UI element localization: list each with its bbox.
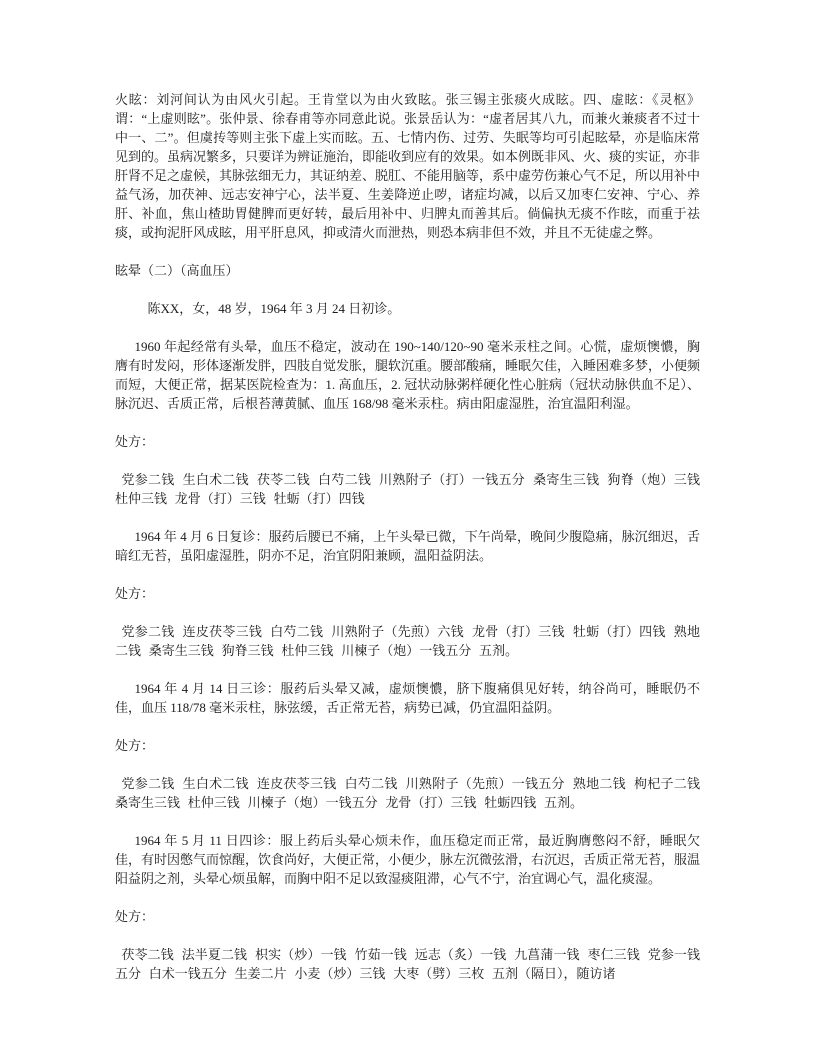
prescription-label-3: 处方：: [115, 738, 155, 753]
section-heading: 眩晕（二）（高血压）: [115, 263, 239, 278]
prescription-1: 党参二钱 生白术二钱 茯苓二钱 白芍二钱 川熟附子（打）一钱五分 桑寄生三钱 狗脊（炮）三钱 杜仲三钱 龙骨（打）三钱 牡蛎（打）四钱: [115, 472, 700, 506]
prescription-label-4: 处方：: [115, 909, 155, 924]
patient-intro: 陈XX，女，48 岁，1964 年 3 月 24 日初诊。: [147, 301, 401, 316]
third-visit-note: 1964 年 4 月 14 日三诊：服药后头晕又减，虚烦懊憹，脐下腹痛俱见好转，纳谷尚可，睡眠仍不佳，血压 118/78 毫米汞柱，脉弦缓，舌正常无苔，病势已减，仍宜温阳益阴。: [115, 681, 700, 715]
prescription-label-2: 处方：: [115, 586, 155, 601]
prescription-2: 党参二钱 连皮茯苓三钱 白芍二钱 川熟附子（先煎）六钱 龙骨（打）三钱 牡蛎（打）四钱 熟地二钱 桑寄生三钱 狗脊三钱 杜仲三钱 川楝子（炮）一钱五分 五剂。: [115, 624, 700, 658]
prescription-4: 茯苓二钱 法半夏二钱 枳实（炒）一钱 竹茹一钱 远志（炙）一钱 九菖蒲一钱 枣仁三钱 党参一钱五分 白术一钱五分 生姜二片 小麦（炒）三钱 大枣（劈）三枚 五剂（隔日），随访诸: [115, 947, 700, 981]
second-visit-note: 1964 年 4 月 6 日复诊：服药后腰已不痛，上午头晕已微，下午尚晕，晚间少腹隐痛，脉沉细迟，舌暗红无苔，虽阳虚湿胜，阴亦不足，治宜阴阳兼顾，温阳益阴法。: [115, 529, 700, 563]
fourth-visit-note: 1964 年 5 月 11 日四诊：服上药后头晕心烦未作，血压稳定而正常，最近胸膺憋闷不舒，睡眠欠佳，有时因憋气而惊醒，饮食尚好，大便正常，小便少，脉左沉微弦滑，右沉迟，舌质正常无苔，服温阳益阴之剂，头晕心烦虽解，而胸中阳不足以致湿痰阻滞，心气不宁，治宜调心气，温化痰湿。: [115, 833, 701, 886]
discussion-paragraph: 火眩：刘河间认为由风火引起。王肯堂以为由火致眩。张三锡主张痰火成眩。四、虚眩：《灵枢》谓：“上虚则眩”。张仲景、徐春甫等亦同意此说。张景岳认为：“虚者居其八九，而兼火兼痰者不过十中一、二”。但虞抟等则主张下虚上实而眩。五、七情内伤、过劳、失眠等均可引起眩晕，亦是临床常见到的。虽病况繁多，只要详为辨证施治，即能收到应有的效果。如本例既非风、火、痰的实证，亦非肝肾不足之虚候，其脉弦细无力，其证纳差、脱肛、不能用脑等，系中虚劳伤兼心气不足，所以用补中益气汤，加茯神、远志安神宁心，法半夏、生姜降逆止哕，诸症均减，以后又加枣仁安神、宁心、养肝、补血，焦山楂助胃健脾而更好转，最后用补中、归脾丸而善其后。倘偏执无痰不作眩，而重于祛痰，或拘泥肝风成眩，用平肝息风，抑或清火而泄热，则恐本病非但不效，并且不无徒虚之弊。: [115, 92, 701, 240]
prescription-3: 党参二钱 生白术二钱 连皮茯苓三钱 白芍二钱 川熟附子（先煎）一钱五分 熟地二钱 枸杞子二钱 桑寄生三钱 杜仲三钱 川楝子（炮）一钱五分 龙骨（打）三钱 牡蛎四钱 五剂。: [115, 776, 700, 810]
prescription-label-1: 处方：: [115, 434, 155, 449]
initial-visit-note: 1960 年起经常有头晕，血压不稳定，波动在 190~140/120~90 毫米汞柱之间。心慌，虚烦懊憹，胸膺有时发闷，形体逐渐发胖，四肢自觉发胀，腿软沉重。腰部酸痛，睡眠欠佳，入睡困难多梦，小便频而短，大便正常，据某医院检查为：1. 高血压，2. 冠状动脉粥样硬化性心脏病（冠状动脉供血不足）、脉沉迟、舌质正常，后根苔薄黄腻、血压 168/98 毫米汞柱。病由阳虚湿胜，治宜温阳利湿。: [115, 339, 701, 411]
